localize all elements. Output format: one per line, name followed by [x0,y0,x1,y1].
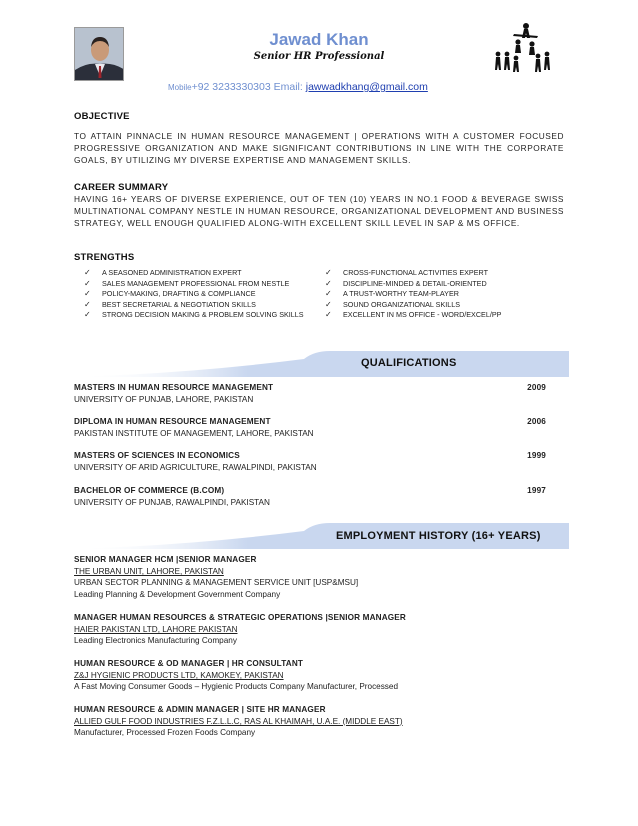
email-link[interactable]: jawwadkhang@gmail.com [305,81,428,93]
list-item: ✓ EXCELLENT IN MS OFFICE - WORD/EXCEL/PP [325,310,502,320]
mobile-number: +92 3233330303 [191,81,271,93]
employment-entry: SENIOR MANAGER HCM |SENIOR MANAGER THE URBAN UNIT, LAHORE, PAKISTAN URBAN SECTOR PLANNING & MANAGEMENT SERVICE UNIT [USP&MSU] Leading Planning & Development Government Company [74,555,359,599]
contact-line [168,81,428,93]
strengths-left-column [84,268,313,321]
list-item: ✓ BEST SECRETARIAL & NEGOTIATION SKILLS [84,299,256,309]
career-heading: CAREER SUMMARY [74,182,169,193]
qualification-entry: MASTERS OF SCIENCES IN ECONOMICS 1999 UNIVERSITY OF ARID AGRICULTURE, RAWALPINDI, PAKISTAN [74,451,546,472]
checkmark-icon: ✓ [325,299,332,309]
list-item: ✓ A SEASONED ADMINISTRATION EXPERT [84,268,242,277]
list-item: ✓ SOUND ORGANIZATIONAL SKILLS [325,299,461,309]
checkmark-icon: ✓ [325,278,332,288]
strengths-right-column [325,268,554,321]
candidate-role: Senior HR Professional [253,51,385,62]
strengths-section [74,252,564,263]
objective-section [74,111,564,166]
career-text: HAVING 16+ YEARS OF DIVERSE EXPERIENCE, OUT OF TEN (10) YEARS IN NO.1 FOOD & BEVERAGE SWISS MULTINATIONAL COMPANY NESTLE IN HUMAN RESOURCE, ORGANIZATIONAL DEVELOPMENT AND BUSINESS STRATEGY, WELL ENOUGH QUALIFIED ALONG-WITH EXCELLENT SKILL LEVEL IN SAP & MS OFFICE. [74,194,564,228]
checkmark-icon: ✓ [325,289,332,299]
list-item: ✓ POLICY-MAKING, DRAFTING & COMPLIANCE [84,289,256,299]
objective-text: TO ATTAIN PINNACLE IN HUMAN RESOURCE MANAGEMENT | OPERATIONS WITH A CUSTOMER FOCUSED PROGRESSIVE ORGANIZATION AND MAKE SIGNIFICANT CONTRIBUTIONS IN LINE WITH THE CORPORATE GOALS, BY UTILIZING MY DIVERSE EXPERTISE AND MANAGEMENT SKILLS. [74,131,564,165]
strengths-heading: STRENGTHS [74,252,135,263]
career-section [74,182,564,229]
qualification-entry: MASTERS IN HUMAN RESOURCE MANAGEMENT 2009 UNIVERSITY OF PUNJAB, LAHORE, PAKISTAN [74,383,546,404]
strengths-list [84,268,554,321]
email-label: Email: [273,81,303,93]
candidate-name: Jawad Khan [269,30,369,49]
qualifications-banner [74,351,569,377]
qualifications-heading: QUALIFICATIONS [361,357,457,369]
list-item: ✓ DISCIPLINE-MINDED & DETAIL-ORIENTED [325,278,487,288]
employment-heading: EMPLOYMENT HISTORY (16+ YEARS) [336,530,541,542]
qualification-entry: DIPLOMA IN HUMAN RESOURCE MANAGEMENT 2006 PAKISTAN INSTITUTE OF MANAGEMENT, LAHORE, PAKISTAN [74,417,546,438]
employment-entry: HUMAN RESOURCE & OD MANAGER | HR CONSULTANT Z&J HYGIENIC PRODUCTS LTD, KAMOKEY, PAKISTAN A Fast Moving Consumer Goods – Hygienic Products Company Manufacturer, Processed [74,659,399,692]
checkmark-icon: ✓ [84,278,91,288]
list-item: ✓ STRONG DECISION MAKING & PROBLEM SOLVING SKILLS [84,310,304,320]
checkmark-icon: ✓ [84,289,91,299]
employment-entry: MANAGER HUMAN RESOURCES & STRATEGIC OPERATIONS |SENIOR MANAGER HAIER PAKISTAN LTD, LAHORE PAKISTAN Leading Electronics Manufacturing Company [74,613,406,646]
qualification-entry: BACHELOR OF COMMERCE (B.COM) 1997 UNIVERSITY OF PUNJAB, RAWALPINDI, PAKISTAN [74,486,546,507]
list-item: ✓ A TRUST-WORTHY TEAM-PLAYER [325,289,459,299]
list-item: ✓ CROSS-FUNCTIONAL ACTIVITIES EXPERT [325,268,488,277]
objective-heading: OBJECTIVE [74,111,130,122]
checkmark-icon: ✓ [84,299,91,309]
checkmark-icon: ✓ [325,310,332,320]
mobile-label: Mobile [168,83,192,92]
team-logo [492,20,554,76]
checkmark-icon: ✓ [84,310,91,320]
checkmark-icon: ✓ [84,268,91,277]
checkmark-icon: ✓ [325,268,332,277]
list-item: ✓ SALES MANAGEMENT PROFESSIONAL FROM NESTLE [84,278,290,288]
employment-banner [74,523,569,549]
employment-entry: HUMAN RESOURCE & ADMIN MANAGER | SITE HR MANAGER ALLIED GULF FOOD INDUSTRIES F.Z.L.L.C, RAS AL KHAIMAH, U.A.E. (MIDDLE EAST) Manufacturer, Processed Frozen Foods Company [74,705,403,738]
